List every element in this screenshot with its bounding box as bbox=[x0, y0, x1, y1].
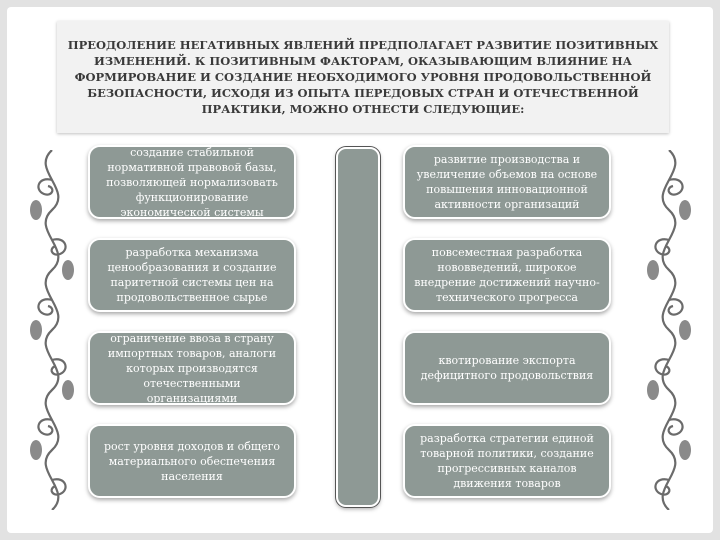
right-factor-card bbox=[403, 238, 611, 312]
title-box bbox=[57, 21, 669, 133]
right-factor-card bbox=[403, 331, 611, 405]
left-factor-card bbox=[88, 238, 296, 312]
left-factor-text: ограничение ввоза в страну импортных товаров, аналоги которых производятся отечественными организациями bbox=[107, 331, 277, 405]
slide-title: ПРЕОДОЛЕНИЕ НЕГАТИВНЫХ ЯВЛЕНИЙ ПРЕДПОЛАГАЕТ РАЗВИТИЕ ПОЗИТИВНЫХ ИЗМЕНЕНИЙ. К ПОЗИТИВНЫМ ФАКТОРАМ, ОКАЗЫВАЮЩИМ ВЛИЯНИЕ НА ФОРМИРОВАНИЕ И СОЗДАНИЕ НЕОБХОДИМОГО УРОВНЯ ПРОДОВОЛЬСТВЕННОЙ БЕЗОПАСНОСТИ, ИСХОДЯ ИЗ ОПЫТА ПЕРЕДОВЫХ СТРАН И ОТЕЧЕСТВЕННОЙ ПРАКТИКИ, МОЖНО ОТНЕСТИ СЛЕДУЮЩИЕ: bbox=[67, 38, 659, 116]
left-factor-text: рост уровня доходов и общего материального обеспечения населения bbox=[103, 439, 280, 483]
left-factor-card bbox=[88, 331, 296, 405]
right-factor-text: повсеместная разработка нововведений, широкое внедрение достижений научно-технического прогресса bbox=[414, 246, 600, 304]
center-connector bbox=[336, 147, 380, 507]
right-factor-text: разработка стратегии единой товарной политики, создание прогрессивных каналов движения товаров bbox=[420, 432, 594, 490]
right-factor-text: квотирование экспорта дефицитного продовольствия bbox=[420, 354, 594, 382]
left-factor-card bbox=[88, 424, 296, 498]
left-ornament-icon bbox=[24, 150, 80, 510]
left-factor-text: создание стабильной нормативной правовой базы, позволяющей нормализовать функционирование экономической системы bbox=[106, 145, 278, 219]
right-factor-card bbox=[403, 145, 611, 219]
left-factor-card bbox=[88, 145, 296, 219]
right-factor-card bbox=[403, 424, 611, 498]
right-factor-text: развитие производства и увеличение объемов на основе повышения инновационной активности организаций bbox=[416, 153, 598, 211]
right-ornament-icon bbox=[641, 150, 697, 510]
left-factor-text: разработка механизма ценообразования и создание паритетной системы цен на продовольственное сырье bbox=[107, 246, 277, 304]
